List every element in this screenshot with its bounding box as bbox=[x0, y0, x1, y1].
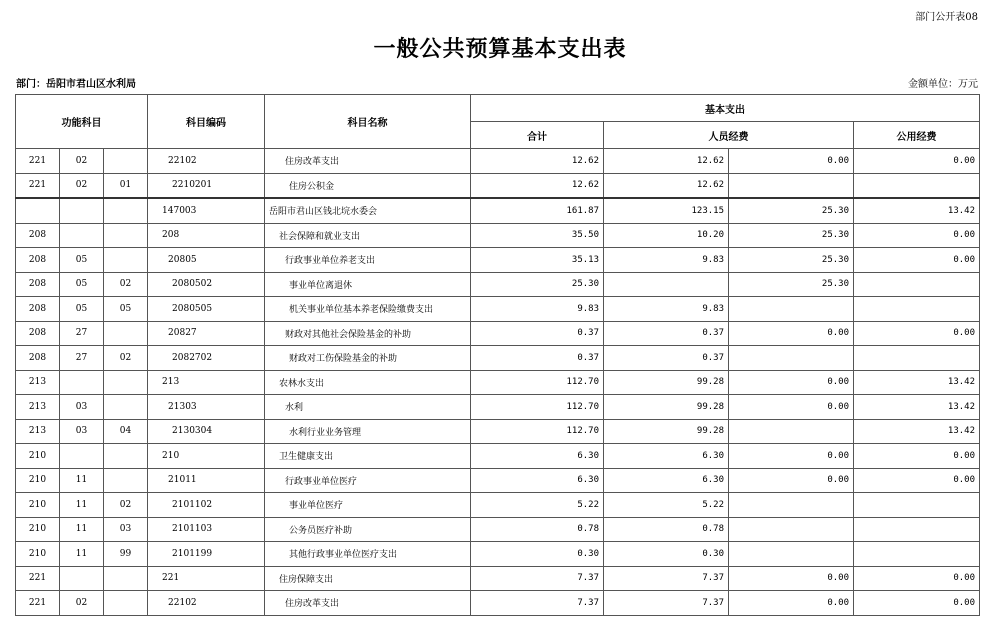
cell-public: 0.00 bbox=[854, 321, 980, 346]
cell-category: 208 bbox=[16, 297, 60, 322]
cell-subject-code: 213 bbox=[148, 370, 265, 395]
cell-personnel-extra bbox=[729, 493, 854, 518]
cell-category: 221 bbox=[16, 173, 60, 198]
cell-personnel: 99.28 bbox=[604, 370, 729, 395]
cell-public: 0.00 bbox=[854, 566, 980, 591]
cell-personnel-extra bbox=[729, 346, 854, 371]
table-row bbox=[16, 223, 980, 248]
cell-section: 11 bbox=[60, 542, 104, 567]
table-row bbox=[16, 198, 980, 223]
cell-total: 7.37 bbox=[471, 566, 604, 591]
cell-subject-name: 住房改革支出 bbox=[265, 591, 471, 616]
table-row bbox=[16, 566, 980, 591]
header-function-subject: 功能科目 bbox=[16, 95, 148, 149]
header-total: 合计 bbox=[471, 122, 604, 149]
cell-public: 0.00 bbox=[854, 468, 980, 493]
cell-subject-code: 21303 bbox=[148, 395, 265, 420]
cell-subject-name: 行政事业单位医疗 bbox=[265, 468, 471, 493]
cell-personnel: 6.30 bbox=[604, 444, 729, 469]
unit-label: 金额单位：万元 bbox=[908, 79, 978, 90]
cell-subject-name: 事业单位医疗 bbox=[265, 493, 471, 518]
cell-public bbox=[854, 493, 980, 518]
cell-total: 0.30 bbox=[471, 542, 604, 567]
cell-total: 12.62 bbox=[471, 149, 604, 174]
cell-personnel: 0.30 bbox=[604, 542, 729, 567]
cell-subject-name: 其他行政事业单位医疗支出 bbox=[265, 542, 471, 567]
cell-personnel: 12.62 bbox=[604, 149, 729, 174]
table-row bbox=[16, 346, 980, 371]
cell-item: 04 bbox=[104, 419, 148, 444]
cell-section: 11 bbox=[60, 493, 104, 518]
cell-total: 6.30 bbox=[471, 444, 604, 469]
cell-total: 112.70 bbox=[471, 395, 604, 420]
cell-item: 99 bbox=[104, 542, 148, 567]
cell-personnel: 6.30 bbox=[604, 468, 729, 493]
cell-item bbox=[104, 468, 148, 493]
table-row bbox=[16, 149, 980, 174]
cell-subject-code: 2130304 bbox=[148, 419, 265, 444]
cell-subject-name: 事业单位离退休 bbox=[265, 272, 471, 297]
budget-table bbox=[15, 94, 980, 616]
cell-total: 25.30 bbox=[471, 272, 604, 297]
cell-section: 11 bbox=[60, 517, 104, 542]
cell-item bbox=[104, 444, 148, 469]
cell-subject-code: 20827 bbox=[148, 321, 265, 346]
cell-category: 208 bbox=[16, 321, 60, 346]
header-basic-expenditure: 基本支出 bbox=[471, 95, 980, 122]
table-row bbox=[16, 419, 980, 444]
cell-item: 02 bbox=[104, 493, 148, 518]
cell-section bbox=[60, 198, 104, 223]
header-subject-code: 科目编码 bbox=[148, 95, 265, 149]
cell-personnel-extra: 25.30 bbox=[729, 198, 854, 223]
cell-category: 208 bbox=[16, 248, 60, 273]
cell-personnel: 9.83 bbox=[604, 297, 729, 322]
cell-subject-name: 水利行业业务管理 bbox=[265, 419, 471, 444]
cell-subject-code: 147003 bbox=[148, 198, 265, 223]
cell-personnel-extra: 0.00 bbox=[729, 468, 854, 493]
cell-section: 05 bbox=[60, 297, 104, 322]
cell-category: 221 bbox=[16, 149, 60, 174]
cell-category: 208 bbox=[16, 223, 60, 248]
cell-category: 210 bbox=[16, 517, 60, 542]
cell-personnel: 12.62 bbox=[604, 173, 729, 198]
table-row bbox=[16, 444, 980, 469]
cell-section: 02 bbox=[60, 591, 104, 616]
cell-personnel-extra: 0.00 bbox=[729, 149, 854, 174]
cell-subject-name: 住房公积金 bbox=[265, 173, 471, 198]
cell-personnel: 0.78 bbox=[604, 517, 729, 542]
cell-category: 213 bbox=[16, 419, 60, 444]
table-row bbox=[16, 297, 980, 322]
header-subject-name: 科目名称 bbox=[265, 95, 471, 149]
cell-category: 210 bbox=[16, 444, 60, 469]
cell-public: 0.00 bbox=[854, 248, 980, 273]
cell-subject-code: 221 bbox=[148, 566, 265, 591]
cell-personnel: 0.37 bbox=[604, 346, 729, 371]
cell-total: 35.13 bbox=[471, 248, 604, 273]
cell-item bbox=[104, 198, 148, 223]
cell-subject-name: 岳阳市君山区钱北垸水委会 bbox=[265, 198, 471, 223]
cell-item bbox=[104, 395, 148, 420]
cell-category: 221 bbox=[16, 566, 60, 591]
cell-personnel: 7.37 bbox=[604, 591, 729, 616]
cell-item bbox=[104, 566, 148, 591]
cell-category: 213 bbox=[16, 395, 60, 420]
cell-section: 02 bbox=[60, 149, 104, 174]
cell-subject-code: 20805 bbox=[148, 248, 265, 273]
cell-public: 0.00 bbox=[854, 223, 980, 248]
cell-public bbox=[854, 297, 980, 322]
cell-subject-name: 农林水支出 bbox=[265, 370, 471, 395]
cell-category: 210 bbox=[16, 468, 60, 493]
cell-subject-name: 水利 bbox=[265, 395, 471, 420]
header-public: 公用经费 bbox=[854, 122, 980, 149]
cell-public: 13.42 bbox=[854, 419, 980, 444]
cell-item: 01 bbox=[104, 173, 148, 198]
cell-personnel-extra: 0.00 bbox=[729, 444, 854, 469]
cell-item: 02 bbox=[104, 272, 148, 297]
cell-section: 05 bbox=[60, 272, 104, 297]
cell-subject-code: 2101102 bbox=[148, 493, 265, 518]
cell-public bbox=[854, 272, 980, 297]
cell-personnel bbox=[604, 272, 729, 297]
cell-personnel-extra bbox=[729, 542, 854, 567]
cell-item bbox=[104, 591, 148, 616]
cell-section: 11 bbox=[60, 468, 104, 493]
cell-public: 0.00 bbox=[854, 149, 980, 174]
cell-total: 5.22 bbox=[471, 493, 604, 518]
cell-total: 112.70 bbox=[471, 370, 604, 395]
cell-subject-name: 财政对其他社会保险基金的补助 bbox=[265, 321, 471, 346]
cell-category: 208 bbox=[16, 346, 60, 371]
table-row bbox=[16, 321, 980, 346]
cell-item: 02 bbox=[104, 346, 148, 371]
cell-public bbox=[854, 517, 980, 542]
table-row bbox=[16, 248, 980, 273]
cell-section bbox=[60, 566, 104, 591]
cell-section bbox=[60, 444, 104, 469]
cell-item bbox=[104, 149, 148, 174]
cell-personnel-extra bbox=[729, 517, 854, 542]
cell-total: 0.37 bbox=[471, 321, 604, 346]
cell-total: 0.78 bbox=[471, 517, 604, 542]
table-row bbox=[16, 591, 980, 616]
cell-subject-name: 住房保障支出 bbox=[265, 566, 471, 591]
cell-total: 7.37 bbox=[471, 591, 604, 616]
cell-public bbox=[854, 346, 980, 371]
cell-total: 9.83 bbox=[471, 297, 604, 322]
cell-subject-code: 2080502 bbox=[148, 272, 265, 297]
cell-section: 27 bbox=[60, 346, 104, 371]
cell-item: 05 bbox=[104, 297, 148, 322]
cell-subject-code: 2080505 bbox=[148, 297, 265, 322]
cell-public: 0.00 bbox=[854, 591, 980, 616]
cell-subject-code: 22102 bbox=[148, 591, 265, 616]
cell-category: 221 bbox=[16, 591, 60, 616]
cell-item bbox=[104, 223, 148, 248]
department-label: 部门：岳阳市君山区水利局 bbox=[16, 79, 136, 90]
cell-personnel-extra bbox=[729, 297, 854, 322]
cell-total: 35.50 bbox=[471, 223, 604, 248]
cell-subject-code: 2082702 bbox=[148, 346, 265, 371]
cell-subject-code: 208 bbox=[148, 223, 265, 248]
cell-total: 112.70 bbox=[471, 419, 604, 444]
cell-subject-code: 2101199 bbox=[148, 542, 265, 567]
header-personnel: 人员经费 bbox=[604, 122, 854, 149]
cell-total: 6.30 bbox=[471, 468, 604, 493]
cell-personnel-extra: 25.30 bbox=[729, 272, 854, 297]
cell-item bbox=[104, 248, 148, 273]
cell-personnel: 0.37 bbox=[604, 321, 729, 346]
cell-personnel: 123.15 bbox=[604, 198, 729, 223]
cell-subject-name: 公务员医疗补助 bbox=[265, 517, 471, 542]
cell-section bbox=[60, 370, 104, 395]
cell-personnel: 99.28 bbox=[604, 395, 729, 420]
table-row bbox=[16, 468, 980, 493]
cell-subject-code: 2101103 bbox=[148, 517, 265, 542]
cell-subject-code: 2210201 bbox=[148, 173, 265, 198]
cell-section: 03 bbox=[60, 395, 104, 420]
table-body bbox=[16, 149, 980, 616]
cell-public bbox=[854, 173, 980, 198]
cell-subject-name: 财政对工伤保险基金的补助 bbox=[265, 346, 471, 371]
cell-personnel-extra bbox=[729, 419, 854, 444]
cell-personnel: 10.20 bbox=[604, 223, 729, 248]
page-title: 一般公共预算基本支出表 bbox=[373, 37, 627, 62]
cell-category bbox=[16, 198, 60, 223]
cell-section: 05 bbox=[60, 248, 104, 273]
cell-section bbox=[60, 223, 104, 248]
cell-item: 03 bbox=[104, 517, 148, 542]
cell-public: 13.42 bbox=[854, 198, 980, 223]
table-row bbox=[16, 517, 980, 542]
cell-personnel-extra: 25.30 bbox=[729, 248, 854, 273]
cell-category: 210 bbox=[16, 542, 60, 567]
cell-personnel-extra bbox=[729, 173, 854, 198]
cell-personnel-extra: 0.00 bbox=[729, 395, 854, 420]
table-row bbox=[16, 493, 980, 518]
cell-personnel-extra: 0.00 bbox=[729, 321, 854, 346]
cell-personnel-extra: 0.00 bbox=[729, 566, 854, 591]
cell-personnel: 7.37 bbox=[604, 566, 729, 591]
form-number: 部门公开表08 bbox=[915, 12, 978, 23]
cell-personnel: 9.83 bbox=[604, 248, 729, 273]
cell-subject-name: 社会保障和就业支出 bbox=[265, 223, 471, 248]
cell-subject-name: 卫生健康支出 bbox=[265, 444, 471, 469]
cell-section: 02 bbox=[60, 173, 104, 198]
cell-item bbox=[104, 370, 148, 395]
cell-personnel-extra: 0.00 bbox=[729, 370, 854, 395]
cell-total: 0.37 bbox=[471, 346, 604, 371]
table-row bbox=[16, 395, 980, 420]
cell-section: 03 bbox=[60, 419, 104, 444]
cell-subject-code: 21011 bbox=[148, 468, 265, 493]
cell-subject-name: 行政事业单位养老支出 bbox=[265, 248, 471, 273]
cell-personnel-extra: 25.30 bbox=[729, 223, 854, 248]
cell-personnel: 99.28 bbox=[604, 419, 729, 444]
cell-category: 208 bbox=[16, 272, 60, 297]
table-row bbox=[16, 272, 980, 297]
cell-subject-code: 22102 bbox=[148, 149, 265, 174]
table-row bbox=[16, 173, 980, 198]
cell-total: 161.87 bbox=[471, 198, 604, 223]
cell-subject-code: 210 bbox=[148, 444, 265, 469]
cell-personnel-extra: 0.00 bbox=[729, 591, 854, 616]
cell-personnel: 5.22 bbox=[604, 493, 729, 518]
cell-category: 213 bbox=[16, 370, 60, 395]
cell-public: 0.00 bbox=[854, 444, 980, 469]
cell-subject-name: 机关事业单位基本养老保险缴费支出 bbox=[265, 297, 471, 322]
cell-item bbox=[104, 321, 148, 346]
cell-category: 210 bbox=[16, 493, 60, 518]
cell-public bbox=[854, 542, 980, 567]
cell-public: 13.42 bbox=[854, 395, 980, 420]
cell-total: 12.62 bbox=[471, 173, 604, 198]
table-row bbox=[16, 542, 980, 567]
cell-subject-name: 住房改革支出 bbox=[265, 149, 471, 174]
cell-section: 27 bbox=[60, 321, 104, 346]
cell-public: 13.42 bbox=[854, 370, 980, 395]
table-row bbox=[16, 370, 980, 395]
